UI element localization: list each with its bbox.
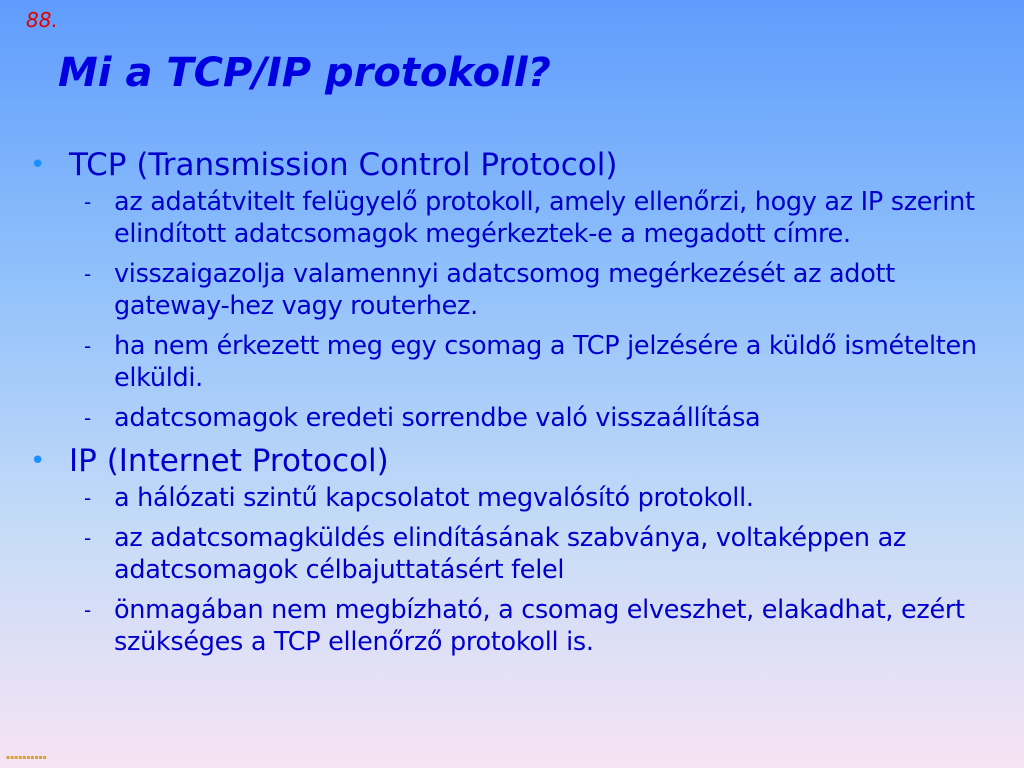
dash-icon: - — [84, 486, 91, 510]
dash-icon: - — [84, 190, 91, 214]
dash-icon: - — [84, 334, 91, 358]
section-ip — [28, 442, 1018, 658]
sub-item-text: a hálózati szintű kapcsolatot megvalósító protokoll. — [114, 483, 754, 513]
sub-item-text: ha nem érkezett meg egy csomag a TCP jelzésére a küldő ismételten elküldi. — [114, 331, 977, 393]
slide-number: 88. — [26, 8, 58, 32]
bullet-item — [28, 146, 1018, 184]
section-heading: TCP (Transmission Control Protocol) — [69, 147, 618, 183]
sub-item-text: önmagában nem megbízható, a csomag elveszhet, elakadhat, ezért szükséges a TCP ellenőrző protokoll is. — [114, 595, 965, 657]
sub-item — [28, 186, 1018, 250]
sub-item — [28, 258, 1018, 322]
slide-content — [28, 146, 1018, 666]
footer-watermark: ▪▪▪▪▪▪▪▪▪▪ — [6, 754, 47, 761]
slide-title: Mi a TCP/IP protokoll? — [58, 50, 551, 96]
bullet-dot-icon: • — [30, 446, 46, 476]
dash-icon: - — [84, 262, 91, 286]
sub-item-text: az adatátvitelt felügyelő protokoll, amely ellenőrzi, hogy az IP szerint elindított adatcsomagok megérkeztek-e a megadott címre. — [114, 187, 975, 249]
sub-item — [28, 330, 1018, 394]
dash-icon: - — [84, 598, 91, 622]
sub-item — [28, 594, 1018, 658]
section-tcp — [28, 146, 1018, 434]
sub-item — [28, 402, 1018, 434]
sub-item — [28, 482, 1018, 514]
sub-item-text: adatcsomagok eredeti sorrendbe való visszaállítása — [114, 403, 761, 433]
dash-icon: - — [84, 406, 91, 430]
bullet-item — [28, 442, 1018, 480]
sub-item-text: visszaigazolja valamennyi adatcsomog megérkezését az adott gateway-hez vagy routerhez. — [114, 259, 895, 321]
sub-item-text: az adatcsomagküldés elindításának szabványa, voltaképpen az adatcsomagok célbajuttatásért felel — [114, 523, 906, 585]
sub-item — [28, 522, 1018, 586]
dash-icon: - — [84, 526, 91, 550]
bullet-dot-icon: • — [30, 150, 46, 180]
section-heading: IP (Internet Protocol) — [69, 443, 389, 479]
